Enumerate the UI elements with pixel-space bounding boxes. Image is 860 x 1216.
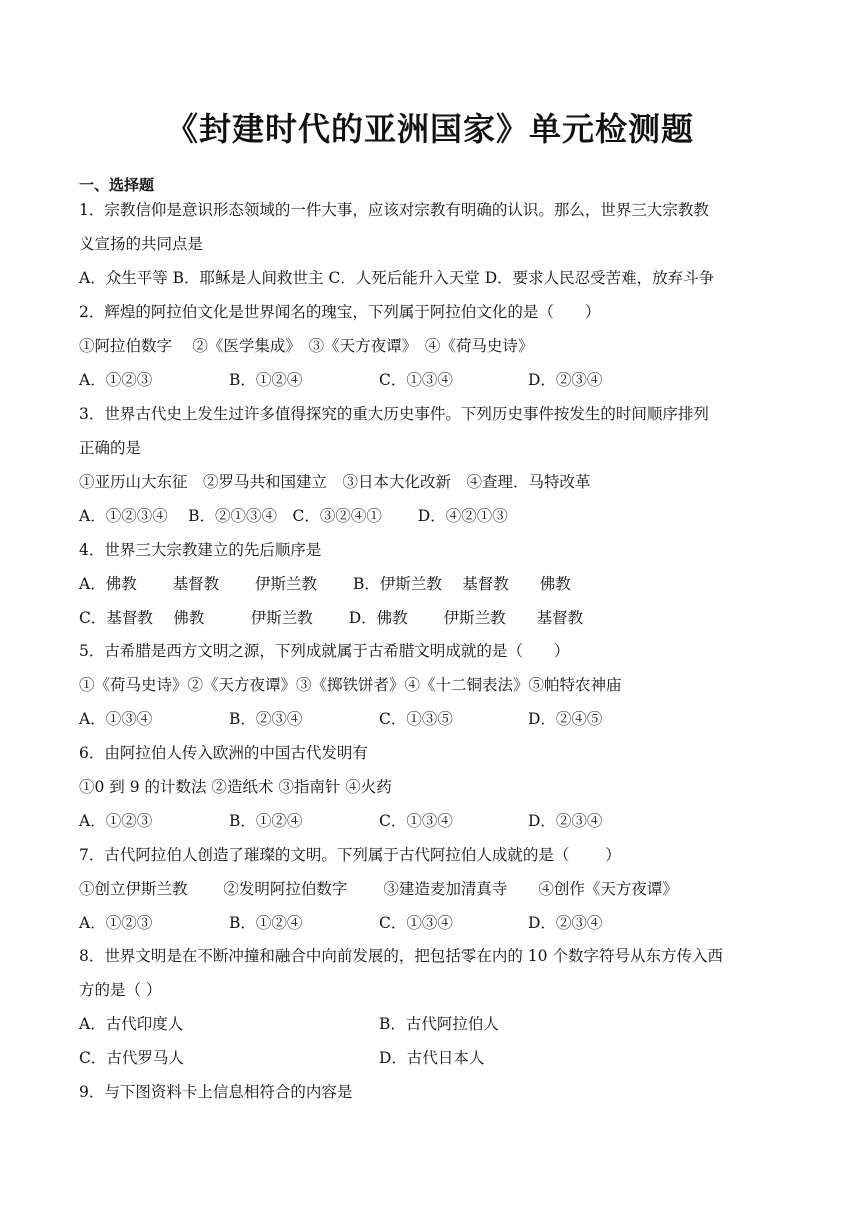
q3-options: A．①②③④ B．②①③④ C．③②④① D．④②①③: [79, 507, 508, 525]
q2-option-c: C．①③④: [379, 371, 453, 389]
q5-stem: 5．古希腊是西方文明之源，下列成就属于古希腊文明成就的是（ ）: [79, 642, 570, 660]
q6-option-c: C．①③④: [379, 812, 453, 830]
q1-options: A．众生平等 B．耶稣是人间救世主 C．人死后能升入天堂 D．要求人民忍受苦难，放弃斗争: [79, 269, 715, 287]
q7-option-b: B．①②④: [229, 914, 303, 932]
q4-stem: 4．世界三大宗教建立的先后顺序是: [79, 541, 322, 559]
document-title: 《封建时代的亚洲国家》单元检测题: [165, 110, 694, 148]
q2-option-a: A．①②③: [79, 371, 153, 389]
q7-option-a: A．①②③: [79, 914, 153, 932]
q8-option-b: B．古代阿拉伯人: [379, 1015, 499, 1033]
q5-option-d: D．②④⑤: [528, 710, 603, 728]
q8-stem-line2: 方的是（ ）: [79, 981, 162, 999]
q5-items: ①《荷马史诗》②《天方夜谭》③《掷铁饼者》④《十二铜表法》⑤帕特农神庙: [79, 676, 622, 694]
q8-stem-line1: 8．世界文明是在不断冲撞和融合中向前发展的，把包括零在内的 10 个数字符号从东方传入西: [79, 947, 723, 965]
q7-items: ①创立伊斯兰教 ②发明阿拉伯数字 ③建造麦加清真寺 ④创作《天方夜谭》: [79, 880, 678, 898]
q7-stem: 7．古代阿拉伯人创造了璀璨的文明。下列属于古代阿拉伯人成就的是（ ）: [79, 846, 621, 864]
q6-stem: 6．由阿拉伯人传入欧洲的中国古代发明有: [79, 744, 368, 762]
q1-stem-line2: 义宣扬的共同点是: [79, 235, 204, 253]
q1-stem-line1: 1．宗教信仰是意识形态领域的一件大事，应该对宗教有明确的认识。那么，世界三大宗教教: [79, 201, 709, 219]
q4-options-cd: C．基督教 佛教 伊斯兰教 D．佛教 伊斯兰教 基督教: [79, 609, 584, 627]
q8-option-a: A．古代印度人: [79, 1015, 184, 1033]
q2-option-b: B．①②④: [229, 371, 303, 389]
q7-option-c: C．①③④: [379, 914, 453, 932]
q2-option-d: D．②③④: [528, 371, 603, 389]
q6-option-d: D．②③④: [528, 812, 603, 830]
q8-option-d: D．古代日本人: [379, 1049, 485, 1067]
q5-option-c: C．①③⑤: [379, 710, 453, 728]
q3-items: ①亚历山大东征 ②罗马共和国建立 ③日本大化改新 ④查理．马特改革: [79, 473, 591, 491]
q8-option-c: C．古代罗马人: [79, 1049, 184, 1067]
q5-option-a: A．①③④: [79, 710, 153, 728]
section-heading: 一、选择题: [79, 176, 155, 194]
q3-stem-line1: 3．世界古代史上发生过许多值得探究的重大历史事件。下列历史事件按发生的时间顺序排列: [79, 405, 709, 423]
q3-stem-line2: 正确的是: [79, 439, 142, 457]
q4-options-ab: A．佛教 基督教 伊斯兰教 B．伊斯兰教 基督教 佛教: [79, 575, 571, 593]
q2-items: ①阿拉伯数字 ②《医学集成》 ③《天方夜谭》 ④《荷马史诗》: [79, 337, 534, 355]
q9-stem: 9．与下图资料卡上信息相符合的内容是: [79, 1083, 353, 1101]
q5-option-b: B．②③④: [229, 710, 303, 728]
q6-option-a: A．①②③: [79, 812, 153, 830]
q7-option-d: D．②③④: [528, 914, 603, 932]
q6-items: ①0 到 9 的计数法 ②造纸术 ③指南针 ④火药: [79, 778, 392, 796]
q6-option-b: B．①②④: [229, 812, 303, 830]
q2-stem: 2．辉煌的阿拉伯文化是世界闻名的瑰宝，下列属于阿拉伯文化的是（ ）: [79, 303, 601, 321]
